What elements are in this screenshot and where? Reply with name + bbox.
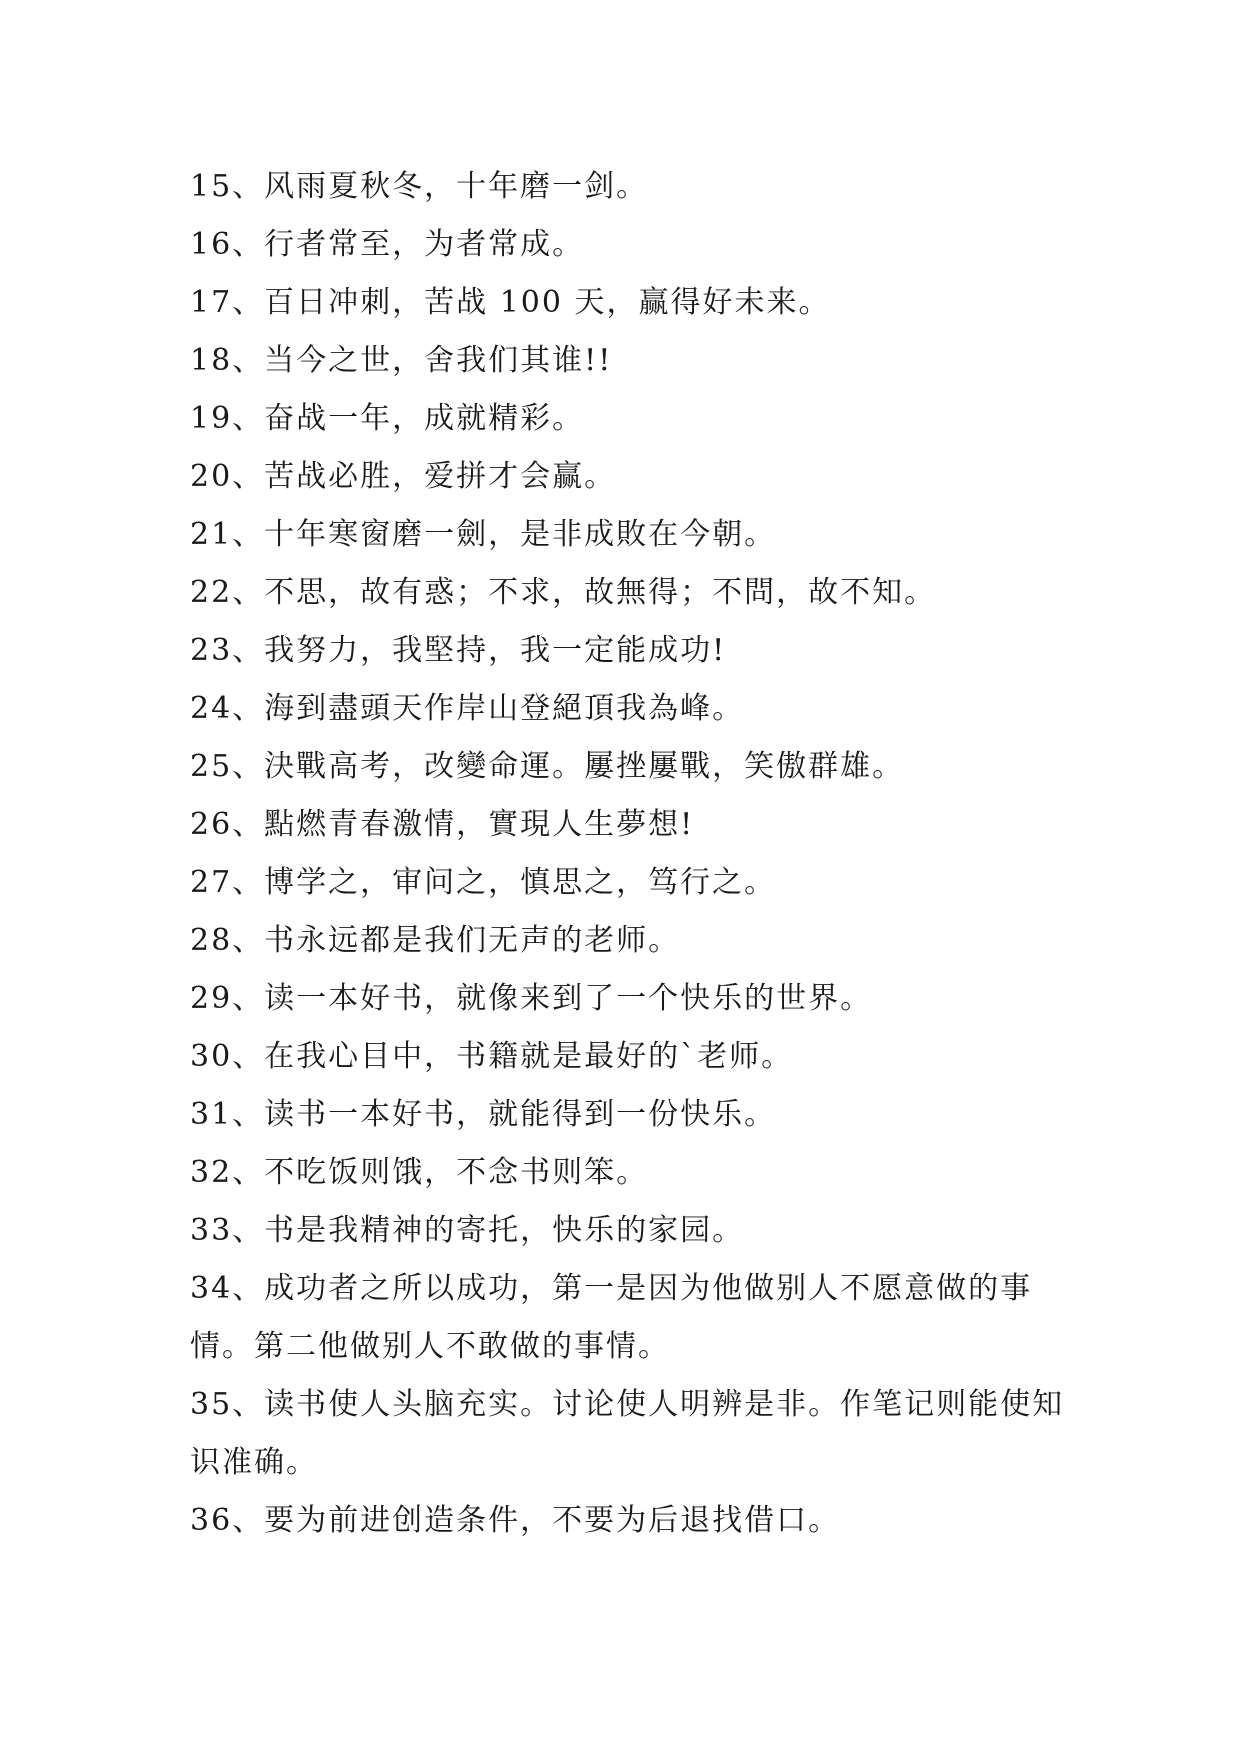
- list-item: 21、十年寒窗磨一劍，是非成敗在今朝。: [190, 517, 777, 552]
- list-item: 15、风雨夏秋冬，十年磨一剑。: [190, 169, 649, 204]
- list-item: 35、读书使人头脑充实。讨论使人明辨是非。作笔记则能使知识准确。: [190, 1387, 1065, 1480]
- list-item: 22、不思，故有惑；不求，故無得；不問，故不知。: [190, 575, 937, 610]
- list-item: 34、成功者之所以成功，第一是因为他做别人不愿意做的事情。第二他做别人不敢做的事情。: [190, 1271, 1033, 1364]
- list-item: 20、苦战必胜，爱拼才会赢。: [190, 459, 617, 494]
- list-item: 28、书永远都是我们无声的老师。: [190, 923, 681, 958]
- list-item: 16、行者常至，为者常成。: [190, 227, 585, 262]
- list-item: 18、当今之世，舍我们其谁!!: [190, 343, 613, 378]
- list-item: 31、读书一本好书，就能得到一份快乐。: [190, 1097, 777, 1132]
- list-item: 24、海到盡頭天作岸山登絕頂我為峰。: [190, 691, 745, 726]
- list-item: 36、要为前进创造条件，不要为后退找借口。: [190, 1503, 841, 1538]
- list-item: 33、书是我精神的寄托，快乐的家园。: [190, 1213, 745, 1248]
- list-item: 27、博学之，审问之，慎思之，笃行之。: [190, 865, 777, 900]
- list-item: 25、決戰高考，改變命運。屢挫屢戰，笑傲群雄。: [190, 749, 905, 784]
- list-item: 23、我努力，我堅持，我一定能成功!: [190, 633, 727, 668]
- document-body: [190, 158, 1070, 1550]
- list-item: 29、读一本好书，就像来到了一个快乐的世界。: [190, 981, 873, 1016]
- list-item: 32、不吃饭则饿，不念书则笨。: [190, 1155, 649, 1190]
- list-item: 17、百日冲刺，苦战 100 天，赢得好未来。: [190, 285, 831, 320]
- list-item: 30、在我心目中，书籍就是最好的`老师。: [190, 1039, 794, 1074]
- list-item: 26、點燃青春激情，實現人生夢想!: [190, 807, 695, 842]
- list-item: 19、奋战一年，成就精彩。: [190, 401, 585, 436]
